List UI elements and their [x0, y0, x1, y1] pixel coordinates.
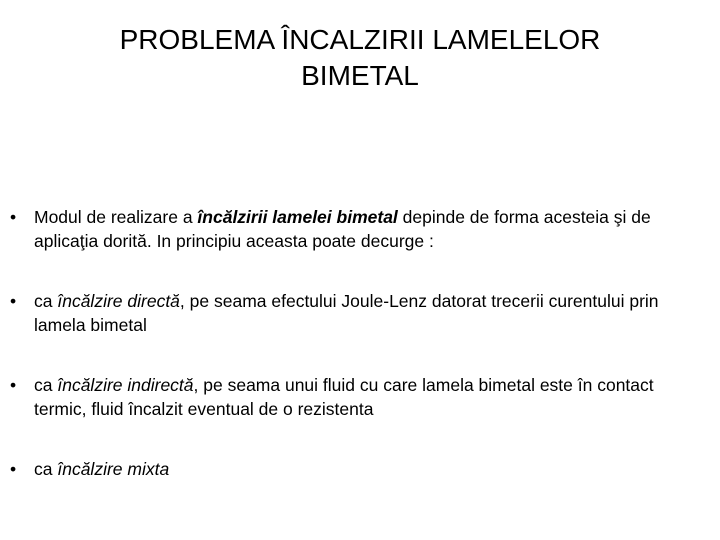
bullet-text-after: , pe seama efectului Joule-Lenz datorat trecerii curentului prin lamela bimetal: [34, 291, 659, 335]
bullet-text-emphasis: încălzire mixta: [57, 459, 170, 479]
bullet-text-after: depinde de forma acesteia şi de aplicaţia dorită. In principiu aceasta poate decurge :: [34, 207, 651, 251]
slide-title-line-2: BIMETAL: [301, 60, 419, 91]
bullet-marker: •: [10, 375, 17, 395]
bullet-text-emphasis: încălzire indirectă: [57, 375, 194, 395]
slide-title: [40, 22, 680, 94]
bullet-marker: •: [10, 459, 17, 479]
bullet-text-after: , pe seama unui fluid cu care lamela bimetal este în contact termic, fluid încalzit eventual de o rezistenta: [34, 375, 654, 419]
slide-title-line-1: PROBLEMA ÎNCALZIRII LAMELELOR: [119, 24, 601, 55]
bullet-marker: •: [10, 291, 17, 311]
bullet-list: [0, 205, 720, 481]
bullet-item-direct-heating: [0, 289, 720, 337]
bullet-text-emphasis: încălzire directă: [57, 291, 180, 311]
bullet-text-before: ca: [34, 291, 58, 311]
bullet-item-heating-method: [0, 205, 720, 253]
bullet-text-emphasis: încălzirii lamelei bimetal: [197, 207, 398, 227]
bullet-marker: •: [10, 207, 17, 227]
bullet-item-indirect-heating: [0, 373, 720, 421]
bullet-item-mixed-heating: [0, 457, 720, 481]
bullet-text-before: ca: [34, 375, 58, 395]
bullet-text-before: ca: [34, 459, 58, 479]
bullet-text-before: Modul de realizare a: [34, 207, 198, 227]
